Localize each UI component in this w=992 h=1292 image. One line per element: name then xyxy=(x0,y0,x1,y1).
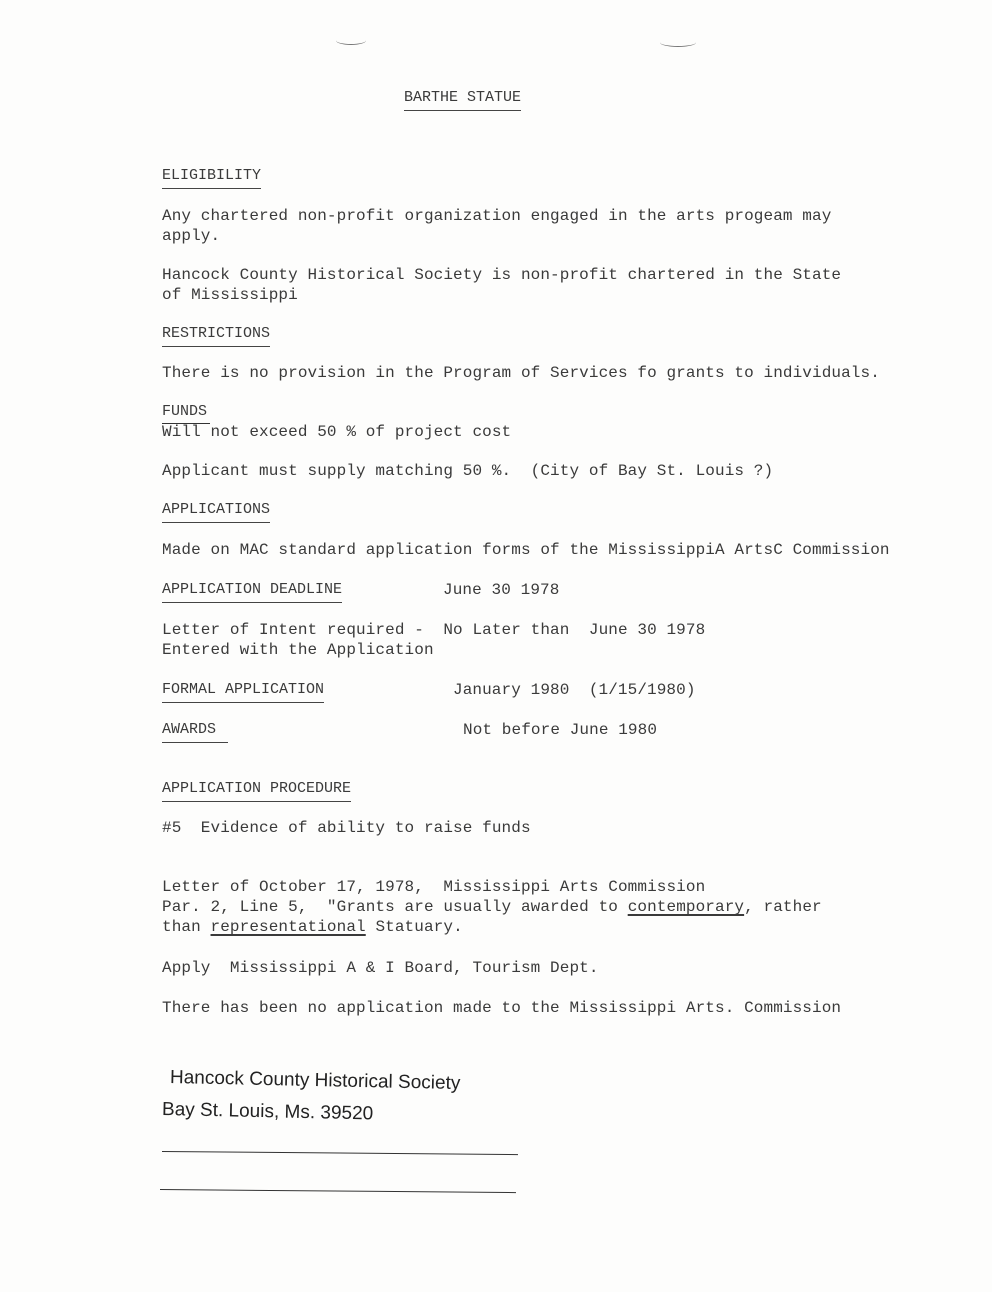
eligibility-heading: ELIGIBILITY xyxy=(162,166,261,189)
representational-underlined: representational xyxy=(210,918,366,936)
deadline-letter-line-2: Entered with the Application xyxy=(162,641,434,659)
letter-line-3-part-c: Statuary. xyxy=(365,918,463,936)
letter-line-2-part-c: , rather xyxy=(744,898,822,916)
procedure-letter-line-3 xyxy=(162,917,463,937)
procedure-heading: APPLICATION PROCEDURE xyxy=(162,779,351,802)
restrictions-text: There is no provision in the Program of Services fo grants to individuals. xyxy=(162,364,880,382)
eligibility-text-line-2: apply. xyxy=(162,227,221,245)
funds-text-line-2: Applicant must supply matching 50 %. (City of Bay St. Louis ?) xyxy=(162,462,774,480)
procedure-note: There has been no application made to the Mississippi Arts. Commission xyxy=(162,999,842,1017)
punch-mark-right xyxy=(660,38,696,47)
procedure-letter-line-2 xyxy=(162,897,822,917)
applications-text: Made on MAC standard application forms of the MississippiA ArtsC Commission xyxy=(162,541,890,559)
applications-heading: APPLICATIONS xyxy=(162,500,270,523)
eligibility-text-line-1: Any chartered non-profit organization engaged in the arts progeam may xyxy=(162,207,832,225)
stamp-address: Bay St. Louis, Ms. 39520 xyxy=(161,1099,374,1125)
awards-heading: AWARDS xyxy=(162,720,228,743)
awards-value: Not before June 1980 xyxy=(463,721,658,739)
deadline-letter-line-1: Letter of Intent required - No Later than June 30 1978 xyxy=(162,621,706,639)
letter-line-3-part-a: than xyxy=(162,918,211,936)
document-title: BARTHE STATUE xyxy=(404,88,521,111)
funds-heading: FUNDS xyxy=(162,403,208,420)
funds-heading-underline xyxy=(162,423,210,424)
letter-line-2-part-a: Par. 2, Line 5, "Grants are usually awarded to xyxy=(162,898,628,916)
contemporary-underlined: contemporary xyxy=(627,898,745,916)
eligibility-text-line-3: Hancock County Historical Society is non-profit chartered in the State xyxy=(162,266,842,284)
formal-application-value: January 1980 (1/15/1980) xyxy=(453,681,696,699)
restrictions-heading: RESTRICTIONS xyxy=(162,324,270,347)
procedure-letter-line-1: Letter of October 17, 1978, Mississippi Arts Commission xyxy=(162,878,706,896)
procedure-item-5: #5 Evidence of ability to raise funds xyxy=(162,819,531,837)
eligibility-text-line-4: of Mississippi xyxy=(162,286,298,304)
deadline-value: June 30 1978 xyxy=(443,581,560,599)
deadline-heading: APPLICATION DEADLINE xyxy=(162,580,342,603)
signature-line-1 xyxy=(162,1151,518,1155)
procedure-apply: Apply Mississippi A & I Board, Tourism Dept. xyxy=(162,959,599,977)
formal-application-heading: FORMAL APPLICATION xyxy=(162,680,324,703)
signature-line-2 xyxy=(160,1189,516,1193)
funds-text-line-1: Will not exceed 50 % of project cost xyxy=(162,423,512,441)
punch-mark-left xyxy=(336,36,366,45)
stamp-organization-name: Hancock County Historical Society xyxy=(169,1067,461,1095)
